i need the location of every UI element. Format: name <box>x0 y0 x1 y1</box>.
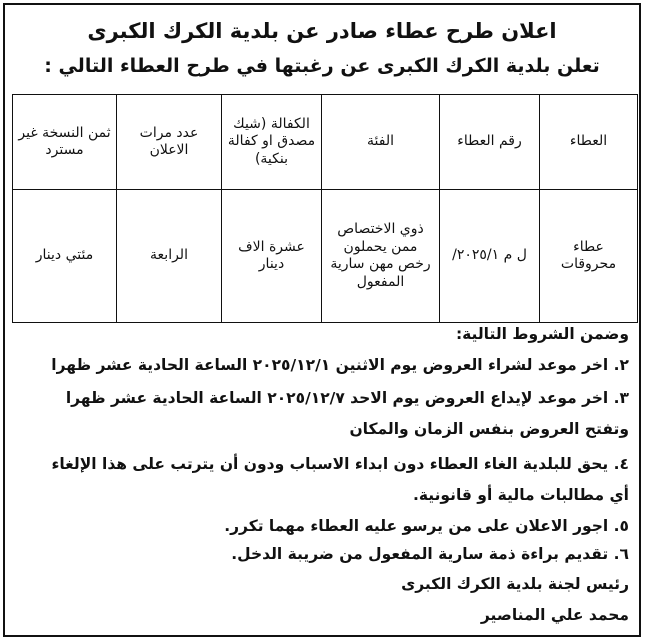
header-tender: العطاء <box>540 95 638 190</box>
signature-title: رئيس لجنة بلدية الكرك الكبرى <box>401 575 629 593</box>
condition-item: وتفتح العروض بنفس الزمان والمكان <box>349 420 629 438</box>
conditions-intro: وضمن الشروط التالية: <box>455 325 629 343</box>
cell-ad-count: الرابعة <box>117 190 222 323</box>
table-header-row <box>13 95 638 190</box>
cell-category: ذوي الاختصاص ممن يحملون رخص مهن سارية المفعول <box>322 190 440 323</box>
tender-table <box>12 94 638 323</box>
header-guarantee: الكفالة (شيك مصدق او كفالة بنكية) <box>222 95 322 190</box>
condition-item: ٦. تقديم براءة ذمة سارية المفعول من ضريبة الدخل. <box>231 545 629 563</box>
header-category: الفئة <box>322 95 440 190</box>
condition-item: أي مطالبات مالية أو قانونية. <box>412 486 629 504</box>
header-tender-number: رقم العطاء <box>440 95 540 190</box>
header-copy-price: ثمن النسخة غير مسترد <box>13 95 117 190</box>
header-ad-count: عدد مرات الاعلان <box>117 95 222 190</box>
signature-name: محمد علي المناصير <box>480 606 629 624</box>
cell-copy-price: مئتي دينار <box>13 190 117 323</box>
condition-item: ٣. اخر موعد لإيداع العروض يوم الاحد ٢٠٢٥/١٢/٧ الساعة الحادية عشر ظهرا <box>65 389 629 407</box>
condition-item: ٥. اجور الاعلان على من يرسو عليه العطاء مهما تكرر. <box>224 517 629 535</box>
announcement-subtitle: تعلن بلدية الكرك الكبرى عن رغبتها في طرح العطاء التالي : <box>44 55 600 77</box>
announcement-title: اعلان طرح عطاء صادر عن بلدية الكرك الكبرى <box>87 19 557 43</box>
cell-tender: عطاء محروقات <box>540 190 638 323</box>
condition-item: ٢. اخر موعد لشراء العروض يوم الاثنين ٢٠٢٥/١٢/١ الساعة الحادية عشر ظهرا <box>51 356 629 374</box>
cell-tender-number: ل م ٢٠٢٥/١/ <box>440 190 540 323</box>
cell-guarantee: عشرة الاف دينار <box>222 190 322 323</box>
announcement-frame <box>3 3 641 637</box>
table-row <box>13 190 638 323</box>
condition-item: ٤. يحق للبلدية الغاء العطاء دون ابداء الاسباب ودون أن يترتب على هذا الإلغاء <box>51 455 629 473</box>
